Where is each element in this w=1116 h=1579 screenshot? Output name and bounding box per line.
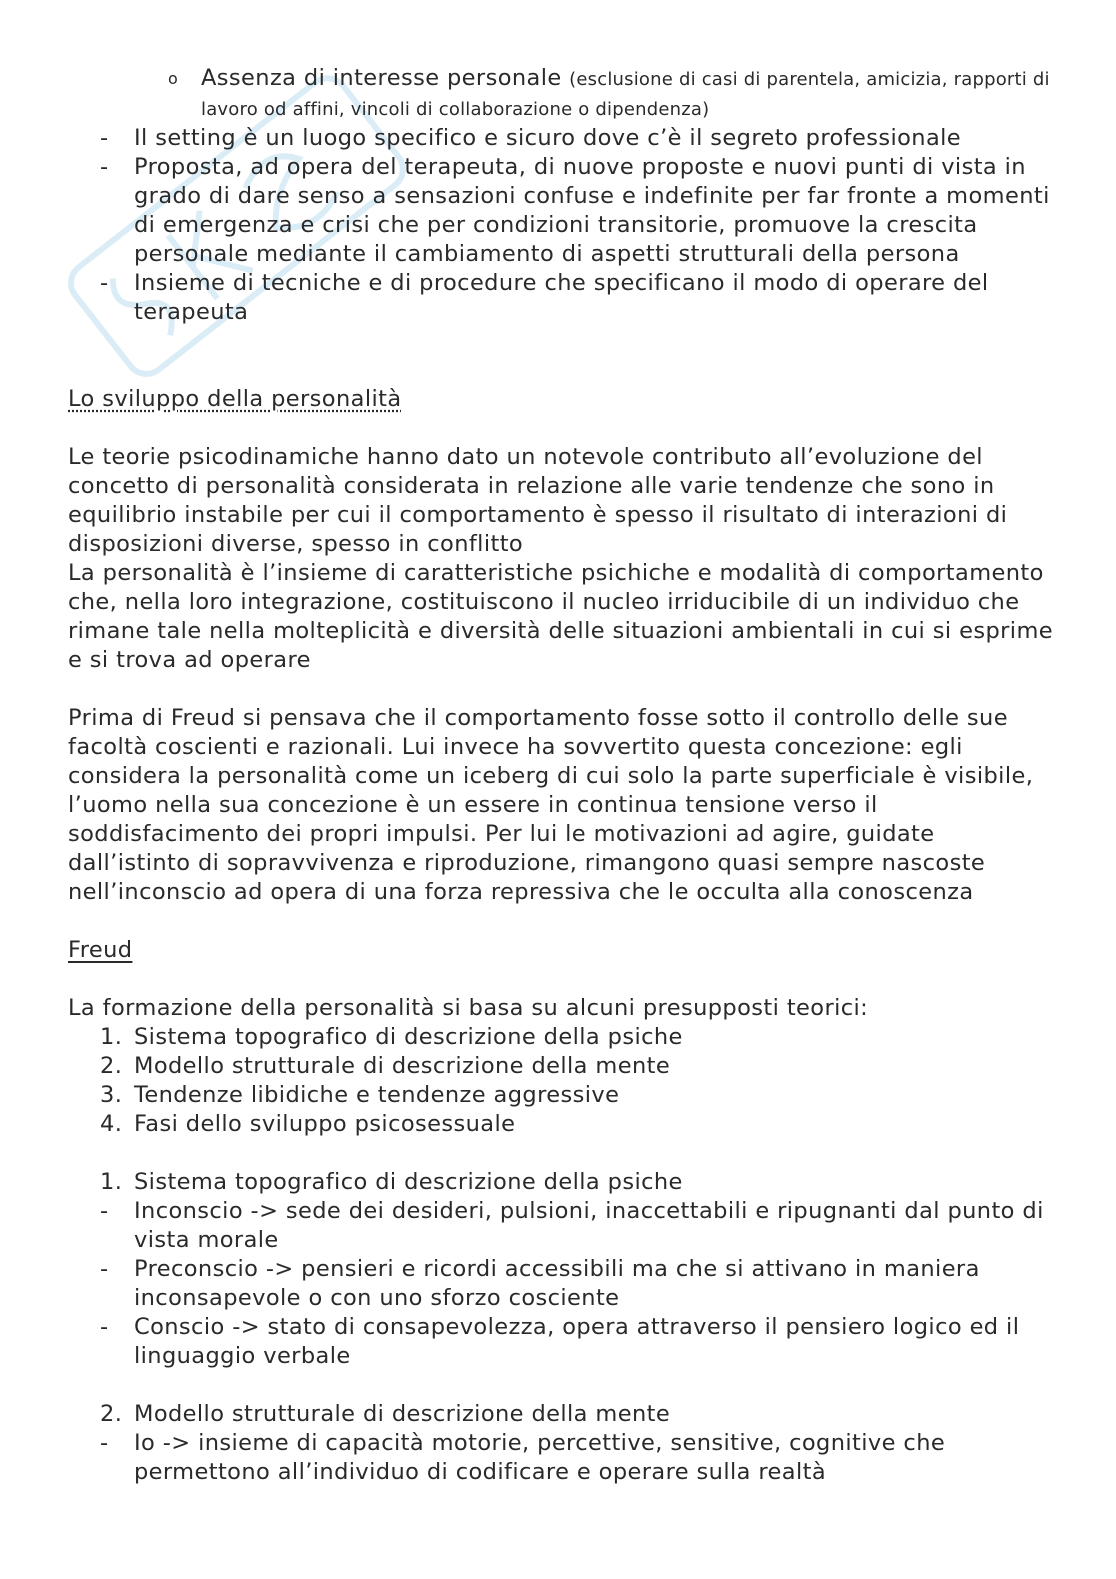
numbered-item — [68, 1081, 1058, 1110]
number-marker: 3. — [100, 1082, 123, 1108]
sub-item-detail: (esclusione di casi di parentela, amicizia, rapporti di lavoro od affini, vincoli di collaborazione o dipendenza) — [201, 69, 1050, 120]
list-item-text: Il setting è un luogo specifico e sicuro dove c’è il segreto professionale — [134, 125, 962, 151]
list-item — [68, 1429, 1058, 1487]
list-item — [68, 153, 1058, 269]
numbered-item-text: Sistema topografico di descrizione della psiche — [134, 1024, 683, 1050]
dash-marker: - — [100, 154, 109, 180]
dash-marker: - — [100, 270, 109, 296]
number-marker: 1. — [100, 1169, 123, 1195]
document-page — [68, 64, 1058, 1487]
dash-marker: - — [100, 1256, 109, 1282]
list-item — [68, 269, 1058, 327]
list-item — [68, 1255, 1058, 1313]
dash-marker: - — [100, 1198, 109, 1224]
sub-bullet-item — [68, 64, 1058, 124]
numbered-item — [68, 1023, 1058, 1052]
list-item-text: Inconscio -> sede dei desideri, pulsioni, inaccettabili e ripugnanti dal punto di vista morale — [134, 1198, 1044, 1253]
numbered-item-text: Tendenze libidiche e tendenze aggressive — [134, 1082, 620, 1108]
paragraph: Prima di Freud si pensava che il comportamento fosse sotto il controllo delle sue facoltà coscienti e razionali. Lui invece ha sovvertito questa concezione: egli considera la personalità come un iceberg di cui solo la parte superficiale è visibile, l’uomo nella sua concezione è un essere in continua tensione verso il soddisfacimento dei propri impulsi. Per lui le motivazioni ad agire, guidate dall’istinto di sopravvivenza e riproduzione, rimangono quasi sempre nascoste nell’inconscio ad opera di una forza repressiva che le occulta alla conoscenza — [68, 705, 1034, 905]
section-title-text: Sistema topografico di descrizione della psiche — [134, 1169, 683, 1195]
numbered-item-text: Fasi dello sviluppo psicosessuale — [134, 1111, 516, 1137]
list-item-text: Io -> insieme di capacità motorie, percettive, sensitive, cognitive che permettono all’individuo di codificare e operare sulla realtà — [134, 1430, 946, 1485]
dash-marker: - — [100, 125, 109, 151]
list-item-text: Conscio -> stato di consapevolezza, opera attraverso il pensiero logico ed il linguaggio verbale — [134, 1314, 1020, 1369]
list-item — [68, 1197, 1058, 1255]
list-item-text: Preconscio -> pensieri e ricordi accessibili ma che si attivano in maniera inconsapevole o con uno sforzo cosciente — [134, 1256, 980, 1311]
list-item — [68, 124, 1058, 153]
paragraph: La formazione della personalità si basa su alcuni presupposti teorici: — [68, 995, 869, 1021]
section-heading: Freud — [68, 937, 133, 963]
section-heading: Lo sviluppo della personalità — [68, 386, 402, 412]
number-marker: 1. — [100, 1024, 123, 1050]
list-item — [68, 1313, 1058, 1371]
circle-bullet-icon: o — [168, 69, 179, 88]
numbered-item — [68, 1110, 1058, 1139]
number-marker: 4. — [100, 1111, 123, 1137]
list-item-text: Insieme di tecniche e di procedure che specificano il modo di operare del terapeuta — [134, 270, 989, 325]
paragraph: La personalità è l’insieme di caratteristiche psichiche e modalità di comportamento che, nella loro integrazione, costituiscono il nucleo irriducibile di un individuo che rimane tale nella molteplicità e diversità delle situazioni ambientali in cui si esprime e si trova ad operare — [68, 560, 1054, 673]
paragraph: Le teorie psicodinamiche hanno dato un notevole contributo all’evoluzione del concetto di personalità considerata in relazione alle varie tendenze che sono in equilibrio instabile per cui il comportamento è spesso il risultato di interazioni di disposizioni diverse, spesso in conflitto — [68, 444, 1008, 557]
numbered-item — [68, 1052, 1058, 1081]
number-marker: 2. — [100, 1401, 123, 1427]
list-item-text: Proposta, ad opera del terapeuta, di nuove proposte e nuovi punti di vista in grado di dare senso a sensazioni confuse e indefinite per far fronte a momenti di emergenza e crisi che per condizioni transitorie, promuove la crescita personale mediante il cambiamento di aspetti strutturali della persona — [134, 154, 1050, 267]
section-title-text: Modello strutturale di descrizione della mente — [134, 1401, 671, 1427]
dash-marker: - — [100, 1314, 109, 1340]
dash-marker: - — [100, 1430, 109, 1456]
section-title — [68, 1400, 1058, 1429]
numbered-item-text: Modello strutturale di descrizione della mente — [134, 1053, 671, 1079]
section-title — [68, 1168, 1058, 1197]
number-marker: 2. — [100, 1053, 123, 1079]
sub-item-main: Assenza di interesse personale — [201, 65, 562, 91]
